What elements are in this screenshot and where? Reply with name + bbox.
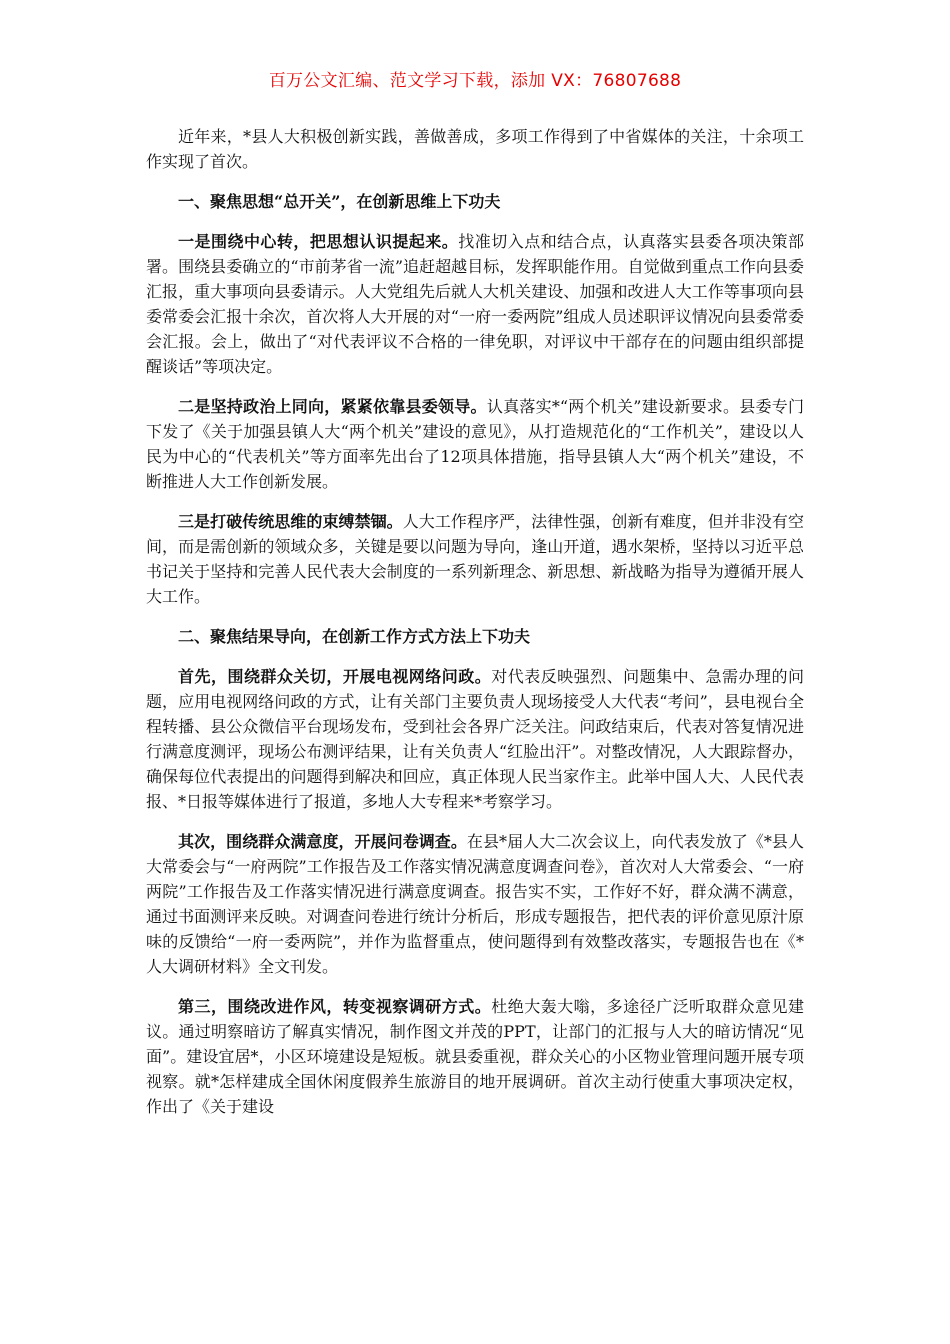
paragraph-lead: 二是坚持政治上同向，紧紧依靠县委领导。 [178, 397, 487, 416]
paragraph-lead: 首先，围绕群众关切，开展电视网络问政。 [178, 667, 492, 686]
document-body [146, 124, 804, 1134]
section-1-paragraph-3 [146, 509, 804, 609]
paragraph-lead: 三是打破传统思维的束缚禁锢。 [178, 512, 403, 531]
section-2-paragraph-1 [146, 664, 804, 814]
paragraph-lead: 第三，围绕改进作风，转变视察调研方式。 [178, 997, 492, 1016]
section-2-paragraph-2 [146, 829, 804, 979]
section-2-heading: 二、聚焦结果导向，在创新工作方式方法上下功夫 [178, 627, 531, 646]
section-1-paragraph-1 [146, 229, 804, 379]
section-2-paragraph-3 [146, 994, 804, 1119]
paragraph-body: 人大工作程序严，法律性强，创新有难度，但并非没有空间，而是需创新的领域众多，关键是要以问题为导向，逢山开道，遇水架桥，坚持以习近平总书记关于坚持和完善人民代表大会制度的一系列新理念、新思想、新战略为指导为遵循开展人大工作。 [146, 512, 804, 606]
paragraph-body: 杜绝大轰大嗡，多途径广泛听取群众意见建议。通过明察暗访了解真实情况，制作图文并茂的PPT，让部门的汇报与人大的暗访情况“见面”。建设宜居*，小区环境建设是短板。就县委重视，群众关心的小区物业管理问题开展专项视察。就*怎样建成全国休闲度假养生旅游目的地开展调研。首次主动行使重大事项决定权，作出了《关于建设 [146, 997, 804, 1116]
paragraph-lead: 其次，围绕群众满意度，开展问卷调查。 [178, 832, 467, 851]
paragraph-body: 找准切入点和结合点，认真落实县委各项决策部署。围绕县委确立的“市前茅省一流”追赶超越目标，发挥职能作用。自觉做到重点工作向县委汇报，重大事项向县委请示。人大党组先后就人大机关建设、加强和改进人大工作等事项向县委常委会汇报十余次，首次将人大开展的对“一府一委两院”组成人员述职评议情况向县委常委会汇报。会上，做出了“对代表评议不合格的一律免职，对评议中干部存在的问题由组织部提醒谈话”等项决定。 [146, 232, 804, 376]
section-1-heading: 一、聚焦思想“总开关”，在创新思维上下功夫 [178, 192, 501, 211]
intro-paragraph: 近年来，*县人大积极创新实践，善做善成，多项工作得到了中省媒体的关注，十余项工作实现了首次。 [146, 127, 804, 171]
paragraph-lead: 一是围绕中心转，把思想认识提起来。 [178, 232, 459, 251]
paragraph-body: 对代表反映强烈、问题集中、急需办理的问题，应用电视网络问政的方式，让有关部门主要负责人现场接受人大代表“考问”，县电视台全程转播、县公众微信平台现场发布，受到社会各界广泛关注。问政结束后，代表对答复情况进行满意度测评，现场公布测评结果，让有关负责人“红脸出汗”。对整改情况，人大跟踪督办，确保每位代表提出的问题得到解决和回应，真正体现人民当家作主。此举中国人大、人民代表报、*日报等媒体进行了报道，多地人大专程来*考察学习。 [146, 667, 804, 811]
section-1-paragraph-2 [146, 394, 804, 494]
paragraph-body: 在县*届人大二次会议上，向代表发放了《*县人大常委会与“一府两院”工作报告及工作落实情况满意度调查问卷》，首次对人大常委会、“一府两院”工作报告及工作落实情况进行满意度调查。报告实不实，工作好不好，群众满不满意，通过书面测评来反映。对调查问卷进行统计分析后，形成专题报告，把代表的评价意见原汁原味的反馈给“一府一委两院”，并作为监督重点，使问题得到有效整改落实，专题报告也在《*人大调研材料》全文刊发。 [146, 832, 804, 976]
paragraph-body: 认真落实*“两个机关”建设新要求。县委专门下发了《关于加强县镇人大“两个机关”建设的意见》，从打造规范化的“工作机关”，建设以人民为中心的“代表机关”等方面率先出台了12项具体措施，指导县镇人大“两个机关”建设，不断推进人大工作创新发展。 [146, 397, 804, 491]
header-banner: 百万公文汇编、范文学习下载，添加 VX：76807688 [268, 71, 682, 91]
